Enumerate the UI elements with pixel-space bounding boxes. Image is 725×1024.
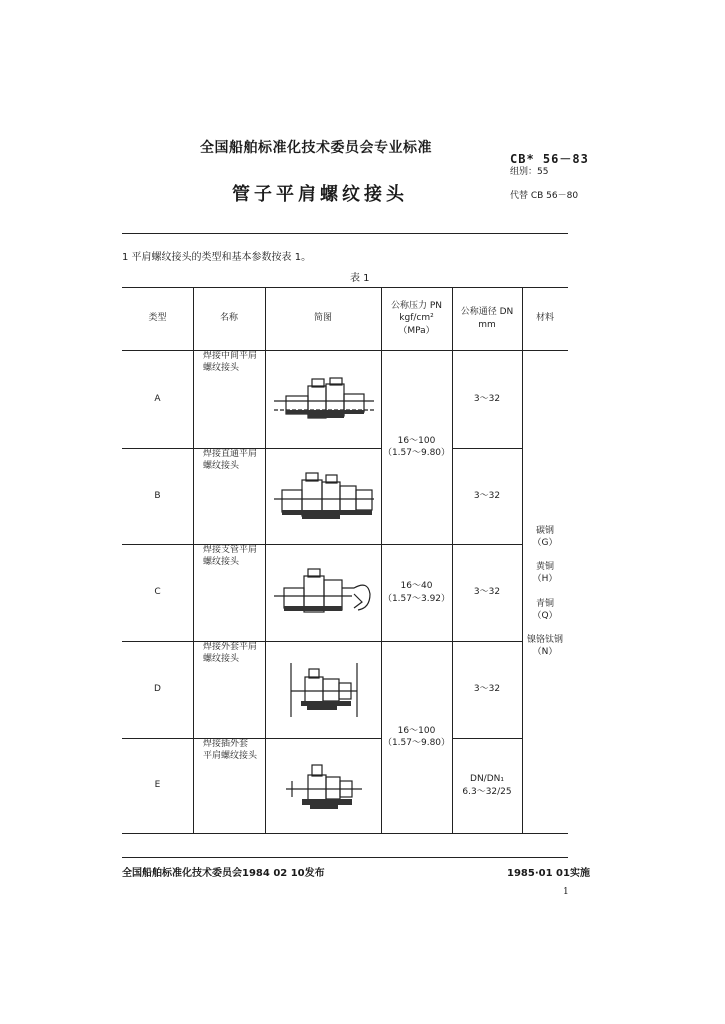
row-e-type: E — [154, 780, 161, 791]
document-title: 管子平肩螺纹接头 — [232, 184, 408, 205]
pressure-c: 16～40 （1.57～3.92） — [382, 581, 451, 604]
material-item: 青铜 （Q） — [532, 598, 558, 621]
header-material: 材料 — [535, 313, 554, 324]
row-e-name: 焊接插外套 平肩螺纹接头 — [203, 739, 258, 762]
table-bottom-border — [122, 833, 568, 834]
row-c-dn: 3～32 — [473, 587, 501, 598]
material-item: 黄铜 （H） — [532, 562, 558, 585]
material-item: 镍铬钛钢 （N） — [526, 634, 563, 657]
row-c-type: C — [154, 587, 161, 598]
pressure-ab: 16～100 （1.57～9.80） — [382, 435, 451, 458]
material-list — [522, 350, 568, 833]
row-b-name: 焊接直通平肩 螺纹接头 — [203, 449, 258, 472]
committee-title: 全国船舶标准化技术委员会专业标准 — [200, 140, 432, 156]
column-divider — [265, 287, 266, 833]
union-drawing-d — [277, 659, 371, 719]
page-number: 1 — [563, 887, 569, 897]
header-rule — [122, 233, 568, 234]
header-diagram: 简图 — [313, 313, 332, 324]
table-caption: 表 1 — [350, 273, 370, 284]
issued-date: 全国船舶标准化技术委员会1984 02 10发布 — [122, 868, 325, 879]
row-a-dn: 3～32 — [473, 393, 501, 404]
footer-rule — [122, 857, 568, 858]
row-d-dn: 3～32 — [473, 684, 501, 695]
pressure-de: 16～100 （1.57～9.80） — [382, 725, 451, 748]
union-drawing-e — [282, 757, 366, 815]
row-a-name: 焊接中间平肩 螺纹接头 — [203, 351, 258, 374]
row-d-type: D — [154, 684, 161, 695]
standard-code: CB* 56－83 — [510, 152, 589, 166]
implementation-date: 1985·01 01实施 — [507, 868, 590, 879]
union-drawing-c — [272, 566, 376, 620]
row-b-type: B — [154, 490, 161, 501]
header-diameter: 公称通径 DN mm — [460, 307, 514, 330]
row-e-dn: DN/DN₁ 6.3～32/25 — [462, 774, 512, 797]
replaces-standard: 代替 CB 56－80 — [510, 191, 579, 201]
intro-clause: 1 平肩螺纹接头的类型和基本参数按表 1。 — [122, 252, 312, 263]
material-item: 碳钢 （G） — [532, 525, 558, 549]
standard-group: 组别：55 — [510, 167, 549, 177]
row-c-name: 焊接支管平肩 螺纹接头 — [203, 545, 258, 568]
header-pressure: 公称压力 PN kgf/cm² （MPa） — [390, 301, 443, 336]
spec-table — [122, 287, 568, 833]
row-b-dn: 3～32 — [473, 490, 501, 501]
union-drawing-b — [272, 470, 376, 524]
header-type: 类型 — [148, 313, 167, 324]
row-a-type: A — [154, 393, 161, 404]
row-d-name: 焊接外套平肩 螺纹接头 — [203, 642, 258, 665]
union-drawing-a — [272, 374, 376, 424]
header-name: 名称 — [219, 313, 238, 324]
